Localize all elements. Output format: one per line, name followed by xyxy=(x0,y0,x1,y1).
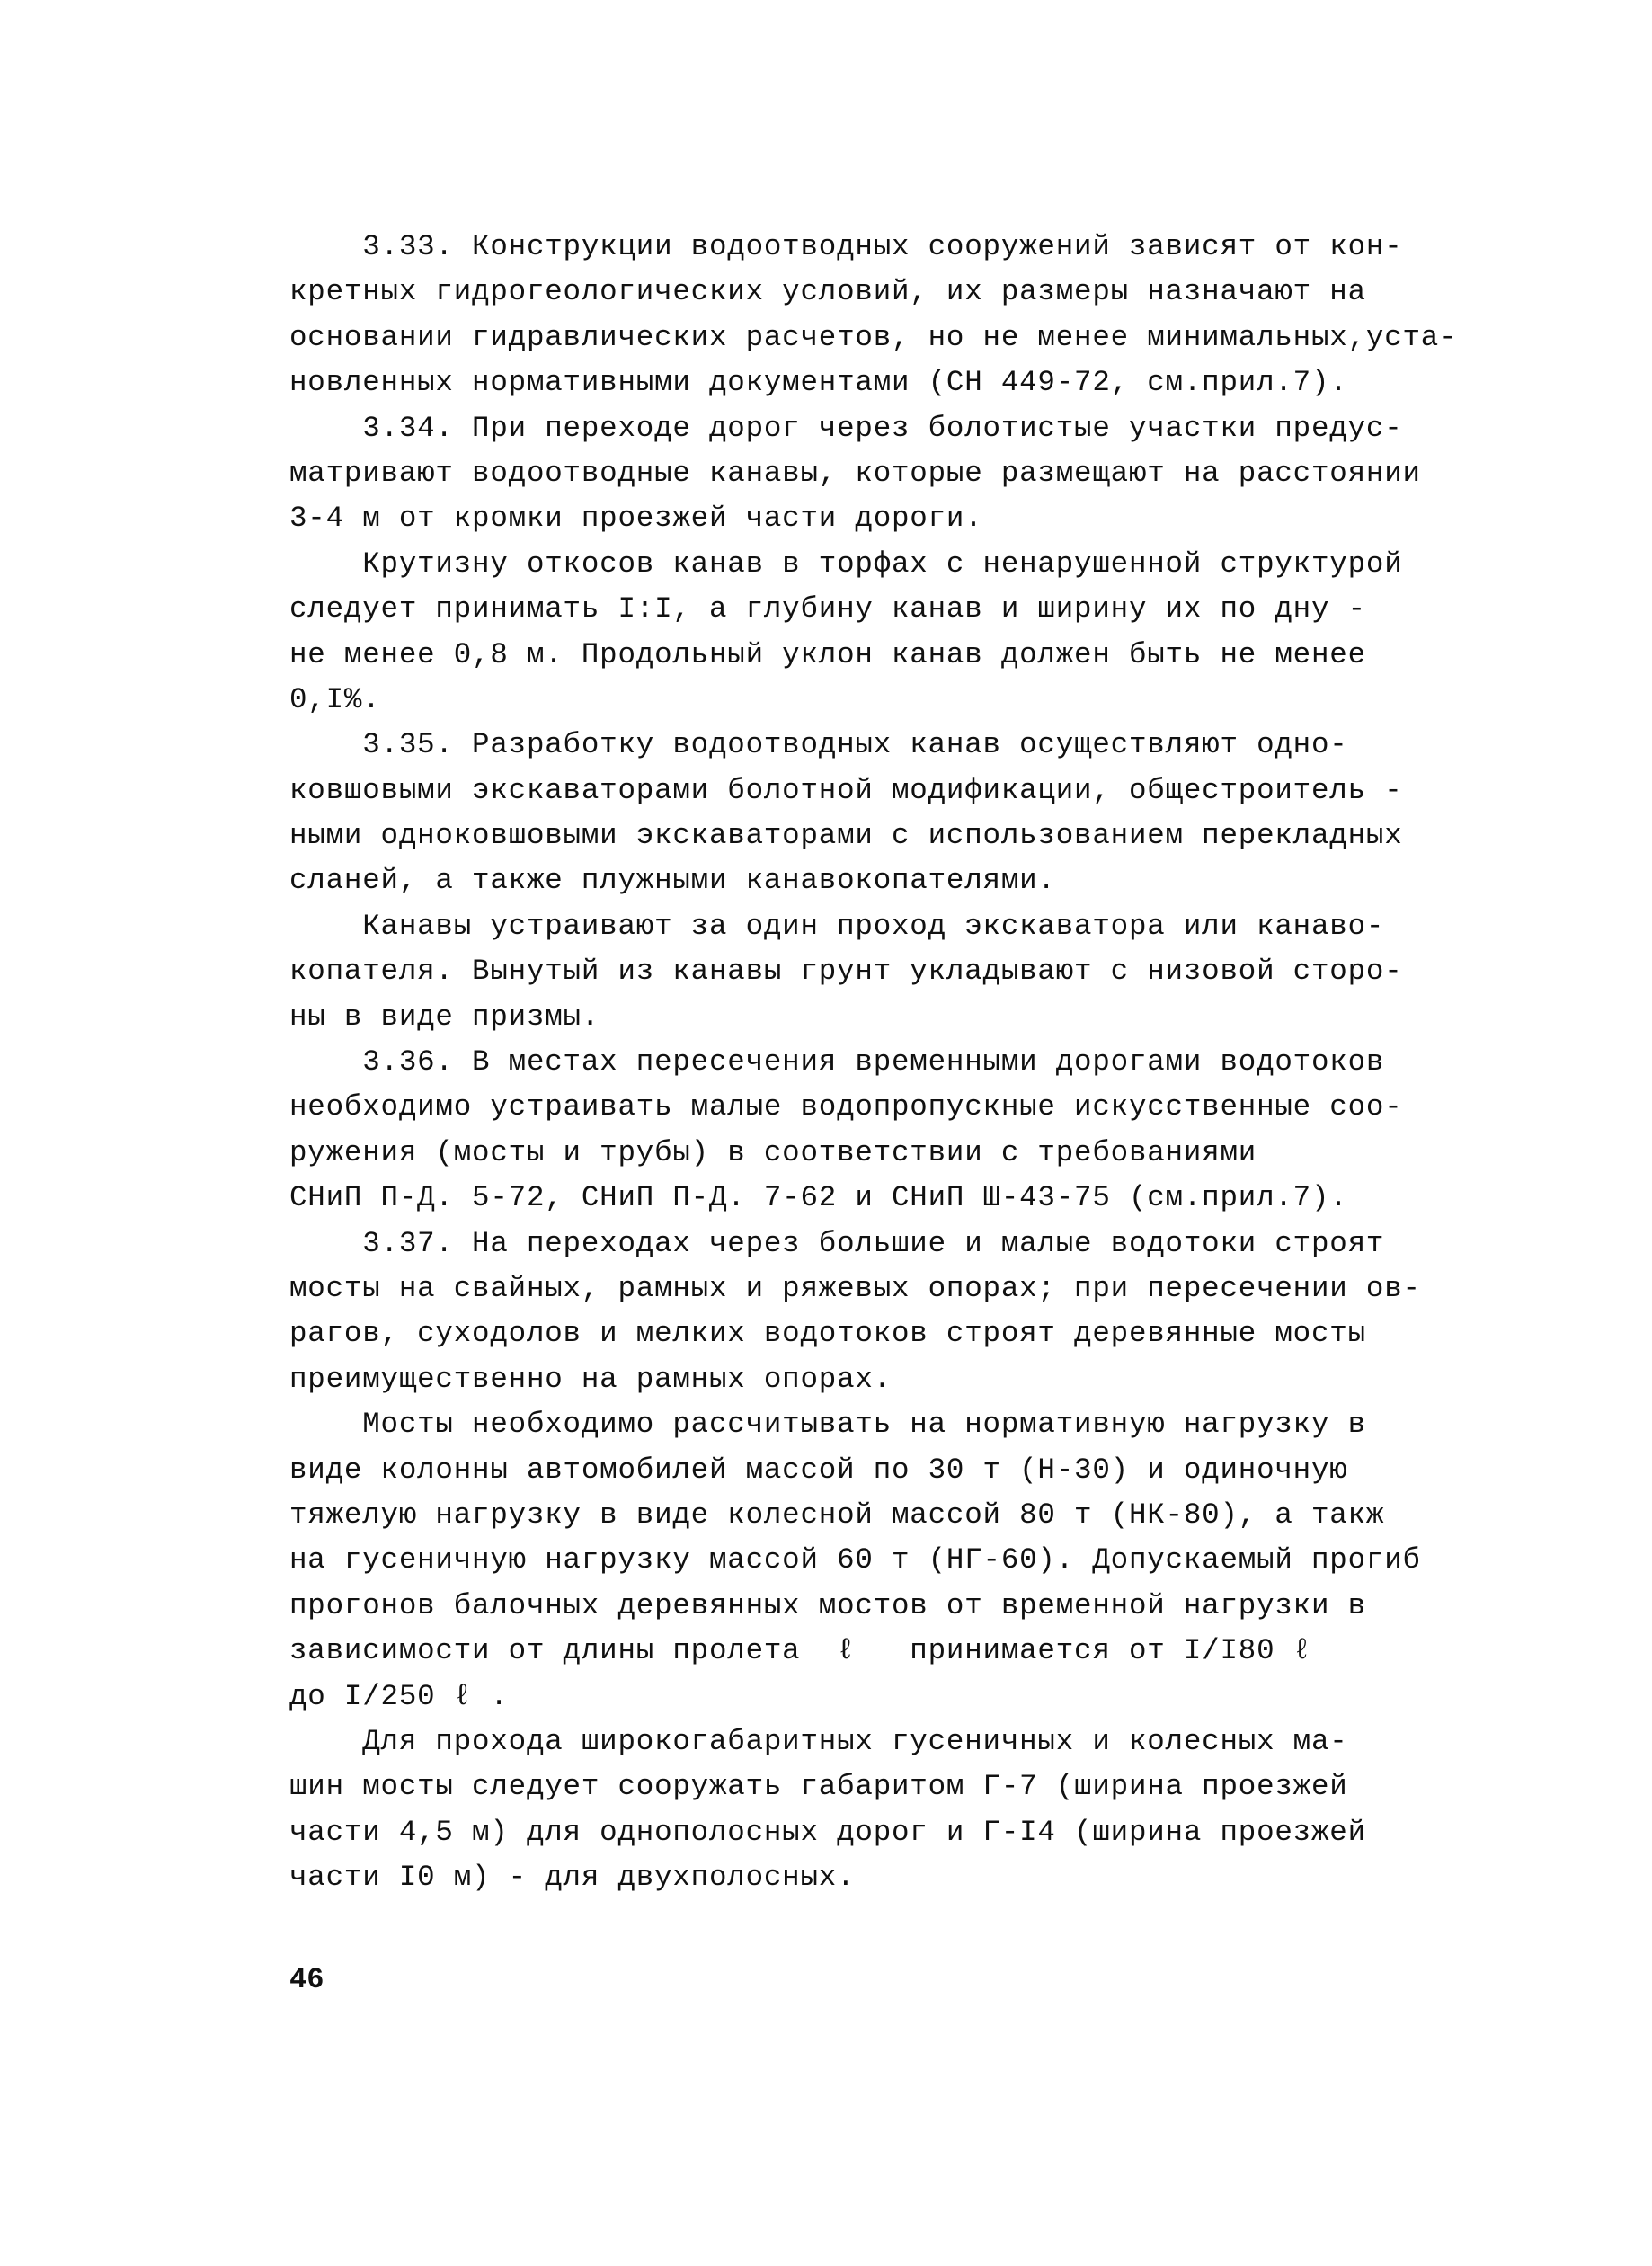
text-line: не менее 0,8 м. Продольный уклон канав должен быть не менее xyxy=(289,637,1366,671)
text-line: ружения (мосты и трубы) в соответствии с требованиями xyxy=(289,1135,1257,1169)
text-line: мосты на свайных, рамных и ряжевых опорах; при пересечении ов- xyxy=(289,1271,1421,1305)
text-line: необходимо устраивать малые водопропускные искусственные соо- xyxy=(289,1090,1403,1124)
text-line: 3.35. Разработку водоотводных канав осуществляют одно- xyxy=(289,728,1348,762)
text-line: тяжелую нагрузку в виде колесной массой 80 т (НК-80), а такж xyxy=(289,1497,1385,1532)
text-line: 3.36. В местах пересечения временными дорогами водотоков xyxy=(289,1045,1385,1080)
text-line: части 4,5 м) для однополосных дорог и Г-I4 (ширина проезжей xyxy=(289,1815,1366,1849)
text-line: виде колонны автомобилей массой по 30 т (Н-30) и одиночную xyxy=(289,1453,1348,1487)
text-line: новленных нормативными документами (СН 449-72, см.прил.7). xyxy=(289,366,1348,400)
text-line: прогонов балочных деревянных мостов от временной нагрузки в xyxy=(289,1588,1366,1622)
text-line: 3-4 м от кромки проезжей части дороги. xyxy=(289,502,983,536)
text-line: преимущественно на рамных опорах. xyxy=(289,1362,893,1396)
text-line: на гусеничную нагрузку массой 60 т (НГ-60). Допускаемый прогиб xyxy=(289,1543,1421,1577)
text-line: Крутизну откосов канав в торфах с ненарушенной структурой xyxy=(289,547,1403,581)
text-line: части I0 м) - для двухполосных. xyxy=(289,1861,856,1895)
text-line: сланей, а также плужными канавокопателями. xyxy=(289,864,1056,898)
text-line: ны в виде призмы. xyxy=(289,1000,600,1034)
text-line: ными одноковшовыми экскаваторами с использованием перекладных xyxy=(289,819,1403,853)
text-line: матривают водоотводные канавы, которые размещают на расстоянии xyxy=(289,456,1421,490)
text-line: зависимости от длины пролета ℓ принимается от I/I80 ℓ xyxy=(289,1634,1311,1668)
text-line: 3.34. При переходе дорог через болотистые участки предус- xyxy=(289,411,1403,445)
text-line: 3.37. На переходах через большие и малые водотоки строят xyxy=(289,1226,1385,1260)
text-line: 3.33. Конструкции водоотводных сооружений зависят от кон- xyxy=(289,230,1403,263)
text-line: копателя. Вынутый из канавы грунт укладывают с низовой сторо- xyxy=(289,955,1403,989)
body-text xyxy=(289,225,1476,1900)
text-line: Для прохода широкогабаритных гусеничных и колесных ма- xyxy=(289,1724,1348,1758)
text-line: до I/250 ℓ . xyxy=(289,1679,509,1713)
text-line: рагов, суходолов и мелких водотоков строят деревянные мосты xyxy=(289,1317,1366,1351)
text-line: основании гидравлических расчетов, но не менее минимальных,уста- xyxy=(289,320,1458,354)
text-line: кретных гидрогеологических условий, их размеры назначают на xyxy=(289,275,1366,309)
text-line: ковшовыми экскаваторами болотной модификации, общестроитель - xyxy=(289,773,1403,807)
text-line: Канавы устраивают за один проход экскаватора или канаво- xyxy=(289,909,1385,943)
page-number: 46 xyxy=(289,1963,324,1996)
text-line: Мосты необходимо рассчитывать на нормативную нагрузку в xyxy=(289,1408,1366,1442)
text-line: шин мосты следует сооружать габаритом Г-7 (ширина проезжей xyxy=(289,1770,1348,1804)
text-line: СНиП П-Д. 5-72, СНиП П-Д. 7-62 и СНиП Ш-43-75 (см.прил.7). xyxy=(289,1181,1348,1215)
text-line: 0,I%. xyxy=(289,682,381,716)
text-line: следует принимать I:I, а глубину канав и ширину их по дну - xyxy=(289,592,1366,626)
